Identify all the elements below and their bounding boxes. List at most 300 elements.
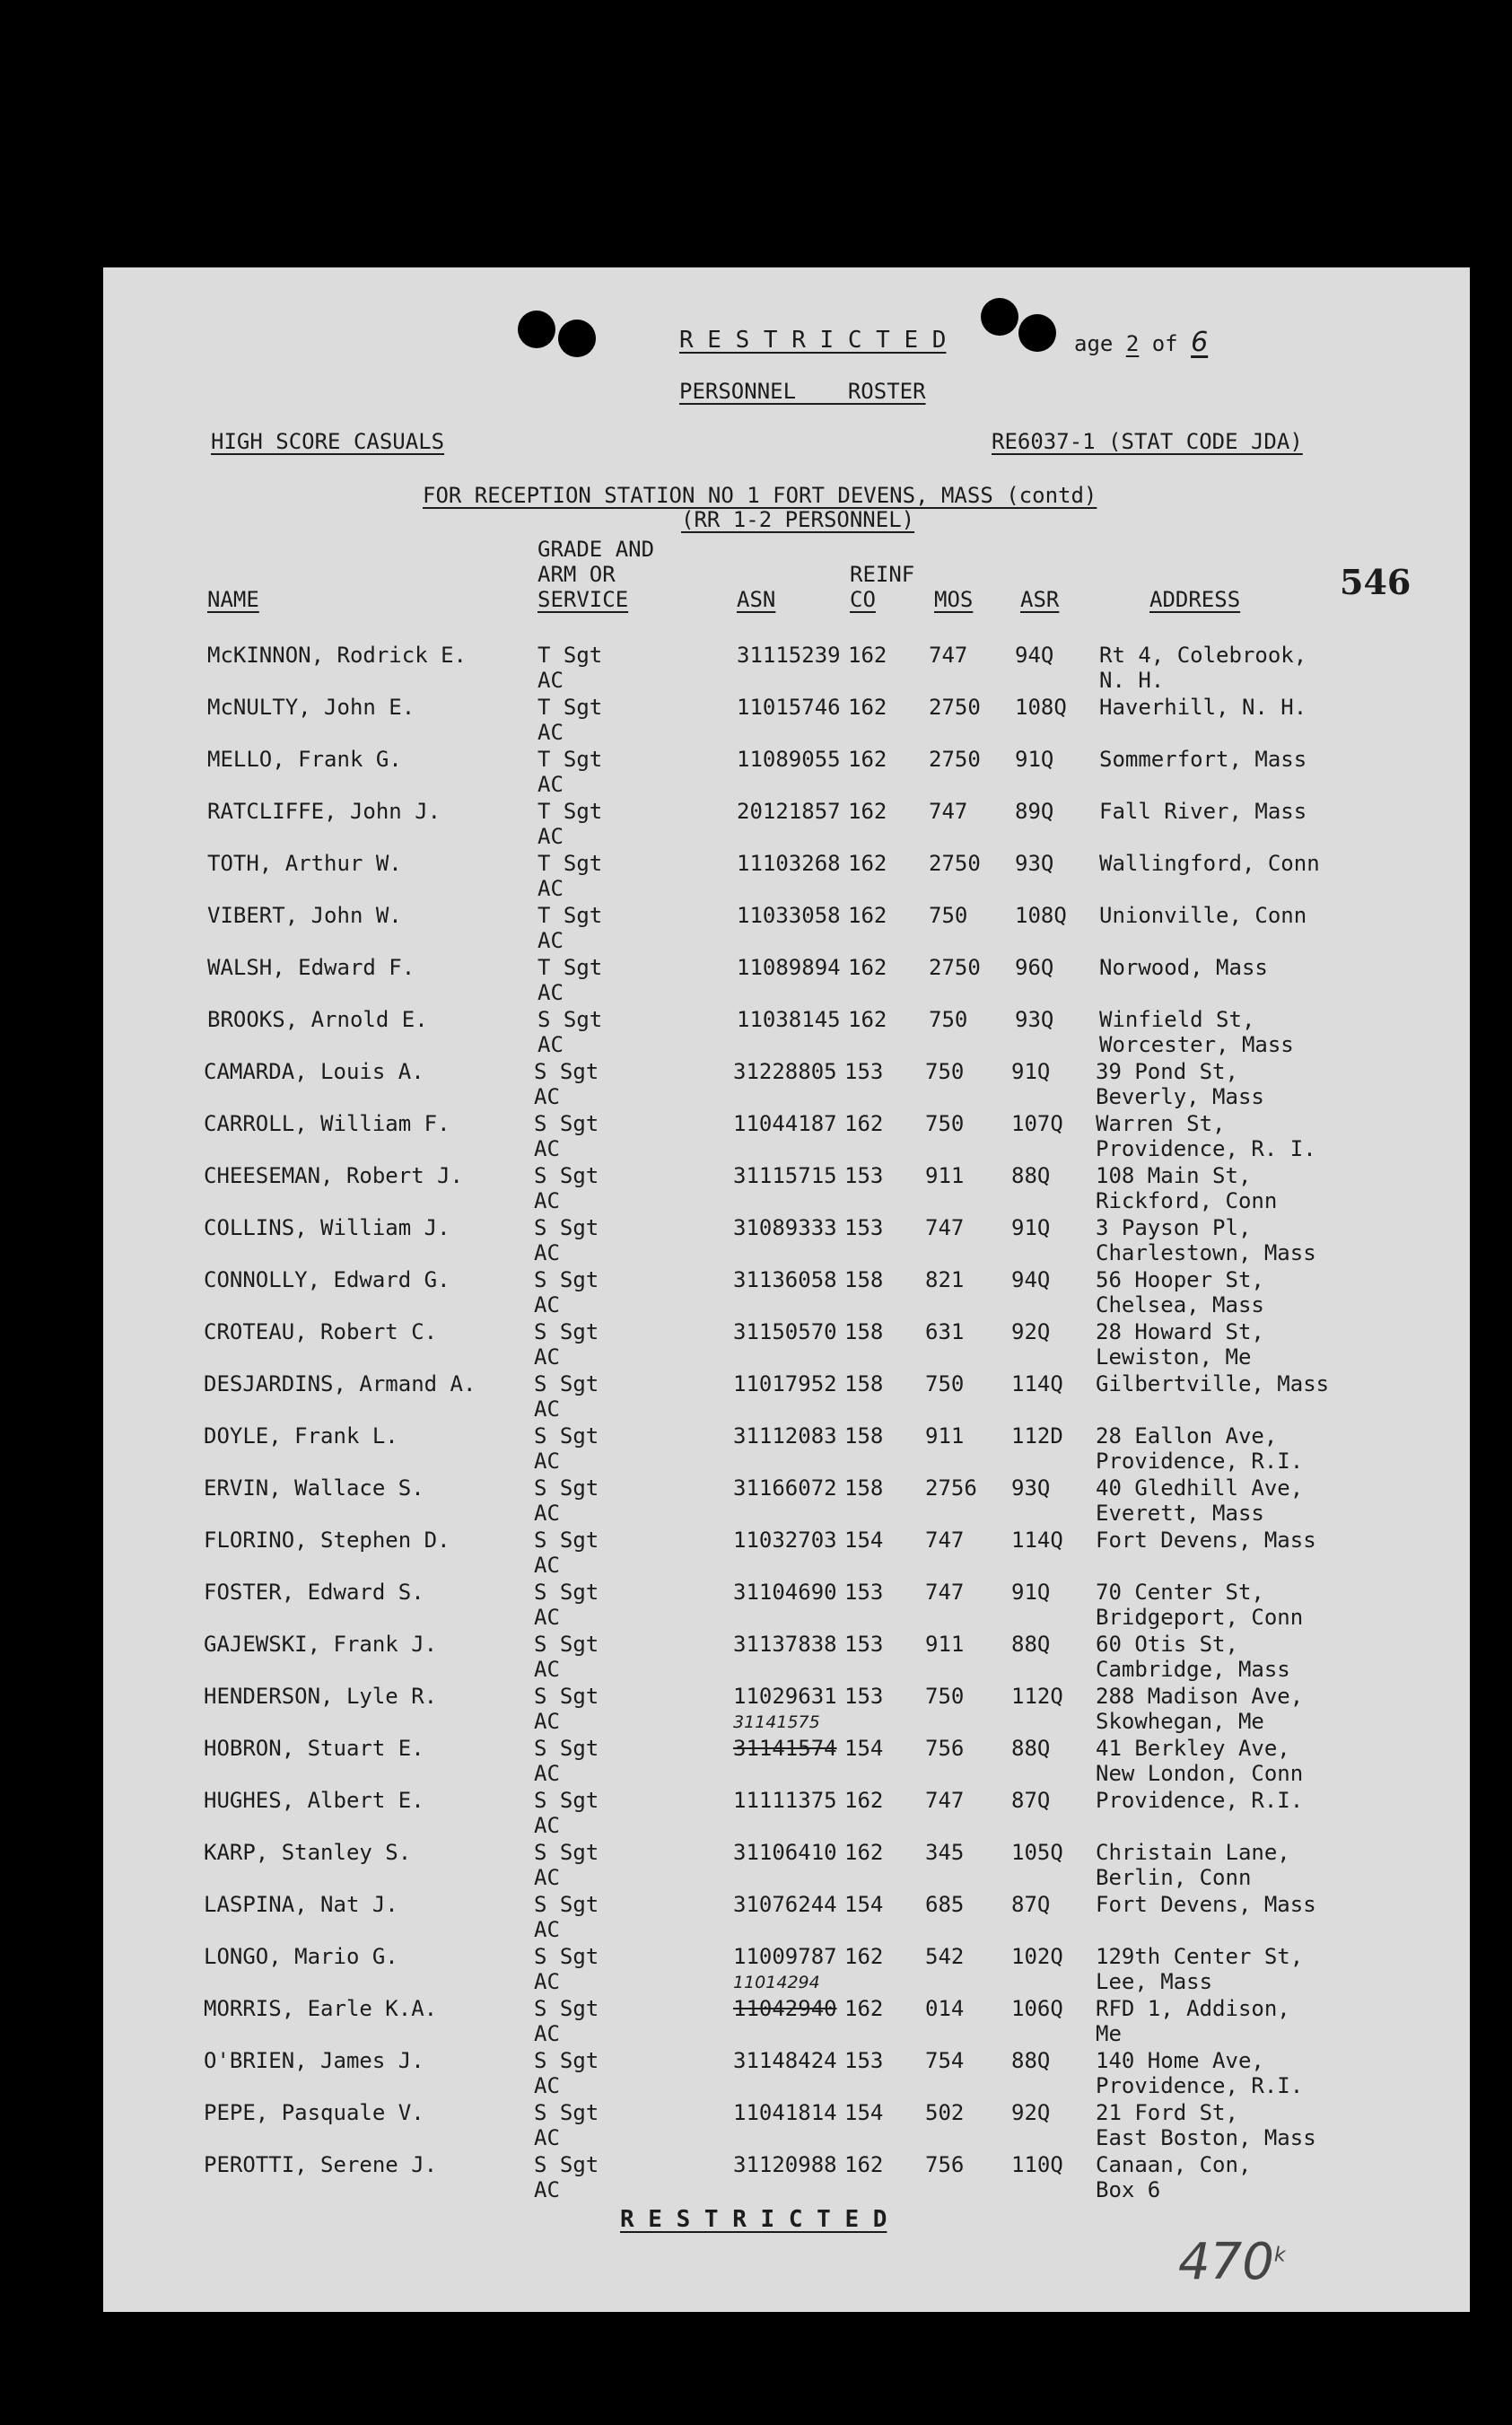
row-name: KARP, Stanley S. <box>204 1840 412 1865</box>
row-address-line1: 3 Payson Pl, <box>1096 1215 1252 1240</box>
row-asn: 31150570 <box>733 1319 837 1344</box>
row-arm: AC <box>534 1553 560 1578</box>
row-arm: AC <box>534 1813 560 1838</box>
row-arm: AC <box>538 824 564 849</box>
row-asn: 31148424 <box>733 2048 837 2073</box>
row-mos: 747 <box>925 1528 965 1553</box>
row-address-line1: Gilbertville, Mass <box>1096 1371 1330 1396</box>
row-mos: 756 <box>925 1736 965 1761</box>
punch-hole-left-1 <box>518 311 555 348</box>
row-asr: 91Q <box>1011 1580 1051 1605</box>
row-grade: S Sgt <box>534 1684 599 1709</box>
row-name: CROTEAU, Robert C. <box>204 1319 438 1344</box>
row-address-line2: Providence, R. I. <box>1096 1136 1316 1161</box>
row-address-line1: Christain Lane, <box>1096 1840 1290 1865</box>
row-mos: 911 <box>925 1632 965 1657</box>
row-asn-correction: 11014294 <box>733 1973 820 1992</box>
row-address-line1: 288 Madison Ave, <box>1096 1684 1304 1709</box>
row-address-line1: 129th Center St, <box>1096 1944 1304 1969</box>
row-grade: S Sgt <box>534 1163 599 1188</box>
row-asr: 92Q <box>1011 1319 1051 1344</box>
row-address-line1: 39 Pond St, <box>1096 1059 1238 1084</box>
row-address-line1: 28 Howard St, <box>1096 1319 1264 1344</box>
row-grade: S Sgt <box>534 1111 599 1136</box>
row-mos: 747 <box>925 1788 965 1813</box>
table-row <box>103 1059 1470 1111</box>
row-mos: 750 <box>929 1007 968 1032</box>
row-address-line1: 60 Otis St, <box>1096 1632 1238 1657</box>
row-reinf-co: 162 <box>844 1111 884 1136</box>
col-reinf-1: REINF <box>850 562 915 587</box>
row-asr: 93Q <box>1015 851 1054 876</box>
personnel-subtitle: (RR 1-2 PERSONNEL) <box>681 507 915 532</box>
row-asn: 11017952 <box>733 1371 837 1396</box>
row-address-line2: Chelsea, Mass <box>1096 1292 1264 1318</box>
row-asn: 31228805 <box>733 1059 837 1084</box>
page-label: age <box>1074 331 1114 356</box>
row-reinf-co: 162 <box>848 851 887 876</box>
row-reinf-co: 153 <box>844 1580 884 1605</box>
row-address-line2: Bridgeport, Conn <box>1096 1605 1304 1630</box>
row-grade: S Sgt <box>534 1736 599 1761</box>
row-arm: AC <box>538 928 564 953</box>
row-arm: AC <box>534 2177 560 2202</box>
row-asn: 31104690 <box>733 1580 837 1605</box>
row-asr: 108Q <box>1015 903 1067 928</box>
row-asn: 31141574 <box>733 1736 837 1761</box>
row-arm: AC <box>534 1605 560 1630</box>
table-row <box>103 903 1470 955</box>
row-grade: S Sgt <box>534 2152 599 2177</box>
row-asn: 31089333 <box>733 1215 837 1240</box>
row-asn: 11009787 <box>733 1944 837 1969</box>
col-asr: ASR <box>1020 587 1060 612</box>
group-title: HIGH SCORE CASUALS <box>211 429 445 454</box>
row-asn: 11111375 <box>733 1788 837 1813</box>
row-address-line2: Skowhegan, Me <box>1096 1709 1264 1734</box>
row-asn: 11033058 <box>737 903 841 928</box>
row-asn: 11041814 <box>733 2100 837 2125</box>
table-row <box>103 1215 1470 1267</box>
table-row <box>103 955 1470 1007</box>
col-reinf-2: CO <box>850 587 876 612</box>
row-asn: 31136058 <box>733 1267 837 1292</box>
row-grade: S Sgt <box>534 1423 599 1449</box>
row-name: FLORINO, Stephen D. <box>204 1528 450 1553</box>
row-reinf-co: 162 <box>848 955 887 980</box>
row-grade: S Sgt <box>534 1059 599 1084</box>
row-asn: 31137838 <box>733 1632 837 1657</box>
row-reinf-co: 162 <box>848 643 887 668</box>
row-address-line2: Lewiston, Me <box>1096 1344 1252 1370</box>
row-arm: AC <box>534 1188 560 1213</box>
row-reinf-co: 162 <box>848 695 887 720</box>
row-reinf-co: 153 <box>844 1215 884 1240</box>
row-name: MELLO, Frank G. <box>207 747 402 772</box>
row-grade: S Sgt <box>534 1580 599 1605</box>
row-reinf-co: 162 <box>844 1944 884 1969</box>
row-arm: AC <box>534 2021 560 2046</box>
col-asn: ASN <box>737 587 776 612</box>
row-asr: 108Q <box>1015 695 1067 720</box>
table-row <box>103 1528 1470 1580</box>
row-address-line1: Canaan, Con, <box>1096 2152 1252 2177</box>
station-title: FOR RECEPTION STATION NO 1 FORT DEVENS, MASS (contd) <box>423 483 1097 508</box>
col-grade-3: SERVICE <box>538 587 629 612</box>
handwritten-value: 470 <box>1178 2233 1274 2291</box>
row-arm: AC <box>534 1917 560 1942</box>
punch-hole-right-2 <box>1018 314 1056 352</box>
row-mos: 345 <box>925 1840 965 1865</box>
row-reinf-co: 158 <box>844 1423 884 1449</box>
row-reinf-co: 162 <box>848 903 887 928</box>
row-asn: 31166072 <box>733 1475 837 1501</box>
row-name: LASPINA, Nat J. <box>204 1892 398 1917</box>
row-asr: 110Q <box>1011 2152 1063 2177</box>
row-asn: 31120988 <box>733 2152 837 2177</box>
row-grade: S Sgt <box>534 1267 599 1292</box>
row-mos: 2750 <box>929 851 981 876</box>
row-reinf-co: 158 <box>844 1267 884 1292</box>
row-name: ERVIN, Wallace S. <box>204 1475 424 1501</box>
row-address-line1: Unionville, Conn <box>1099 903 1307 928</box>
row-asn: 31112083 <box>733 1423 837 1449</box>
row-mos: 747 <box>929 643 968 668</box>
roster-page <box>103 267 1470 2312</box>
row-asr: 89Q <box>1015 799 1054 824</box>
row-name: VIBERT, John W. <box>207 903 402 928</box>
row-address-line1: 70 Center St, <box>1096 1580 1264 1605</box>
row-name: PEPE, Pasquale V. <box>204 2100 424 2125</box>
row-name: McKINNON, Rodrick E. <box>207 643 467 668</box>
handwritten-number <box>1178 2233 1286 2291</box>
row-grade: S Sgt <box>534 1215 599 1240</box>
row-grade: S Sgt <box>534 1892 599 1917</box>
row-asn-correction: 31141575 <box>733 1712 820 1732</box>
table-row <box>103 1892 1470 1944</box>
row-asr: 88Q <box>1011 2048 1051 2073</box>
row-grade: T Sgt <box>538 799 603 824</box>
row-address-line2: New London, Conn <box>1096 1761 1304 1786</box>
row-mos: 2756 <box>925 1475 977 1501</box>
page-total: 6 <box>1191 327 1209 358</box>
row-name: McNULTY, John E. <box>207 695 415 720</box>
table-row <box>103 2100 1470 2152</box>
row-name: PEROTTI, Serene J. <box>204 2152 438 2177</box>
row-name: RATCLIFFE, John J. <box>207 799 441 824</box>
row-asn: 11029631 <box>733 1684 837 1709</box>
table-row <box>103 1632 1470 1684</box>
row-arm: AC <box>538 668 564 693</box>
row-name: CAMARDA, Louis A. <box>204 1059 424 1084</box>
row-mos: 2750 <box>929 747 981 772</box>
row-asn: 11032703 <box>733 1528 837 1553</box>
row-asr: 106Q <box>1011 1996 1063 2021</box>
table-row <box>103 747 1470 799</box>
row-address-line1: Warren St, <box>1096 1111 1226 1136</box>
row-mos: 911 <box>925 1423 965 1449</box>
row-asr: 112Q <box>1011 1684 1063 1709</box>
row-name: DESJARDINS, Armand A. <box>204 1371 476 1396</box>
row-mos: 747 <box>929 799 968 824</box>
row-grade: S Sgt <box>534 1632 599 1657</box>
row-mos: 750 <box>925 1684 965 1709</box>
row-asr: 87Q <box>1011 1892 1051 1917</box>
row-asr: 112D <box>1011 1423 1063 1449</box>
row-asn: 11044187 <box>733 1111 837 1136</box>
row-arm: AC <box>534 1449 560 1474</box>
table-row <box>103 1111 1470 1163</box>
row-asn: 11103268 <box>737 851 841 876</box>
col-address: ADDRESS <box>1149 587 1241 612</box>
row-address-line1: 28 Eallon Ave, <box>1096 1423 1278 1449</box>
row-reinf-co: 153 <box>844 1632 884 1657</box>
row-mos: 750 <box>925 1111 965 1136</box>
row-asr: 93Q <box>1015 1007 1054 1032</box>
row-asr: 88Q <box>1011 1163 1051 1188</box>
roster-title: PERSONNEL ROSTER <box>679 379 926 404</box>
row-arm: AC <box>534 1136 560 1161</box>
row-grade: S Sgt <box>534 1996 599 2021</box>
row-asr: 107Q <box>1011 1111 1063 1136</box>
row-arm: AC <box>534 1396 560 1422</box>
row-arm: AC <box>534 1344 560 1370</box>
table-row <box>103 643 1470 695</box>
table-row <box>103 1475 1470 1528</box>
row-grade: S Sgt <box>534 1371 599 1396</box>
row-arm: AC <box>534 2073 560 2098</box>
row-address-line2: Cambridge, Mass <box>1096 1657 1290 1682</box>
table-row <box>103 1840 1470 1892</box>
table-row <box>103 1788 1470 1840</box>
row-reinf-co: 158 <box>844 1475 884 1501</box>
row-address-line1: 108 Main St, <box>1096 1163 1252 1188</box>
row-mos: 750 <box>929 903 968 928</box>
row-reinf-co: 153 <box>844 1059 884 1084</box>
row-address-line1: Haverhill, N. H. <box>1099 695 1307 720</box>
row-address-line2: Worcester, Mass <box>1099 1032 1294 1057</box>
table-row <box>103 1371 1470 1423</box>
row-address-line2: Providence, R.I. <box>1096 2073 1304 2098</box>
stat-code: RE6037-1 (STAT CODE JDA) <box>992 429 1303 454</box>
row-address-line1: 40 Gledhill Ave, <box>1096 1475 1304 1501</box>
row-name: COLLINS, William J. <box>204 1215 450 1240</box>
row-grade: T Sgt <box>538 955 603 980</box>
table-row <box>103 1423 1470 1475</box>
row-name: GAJEWSKI, Frank J. <box>204 1632 438 1657</box>
row-grade: S Sgt <box>534 1788 599 1813</box>
row-address-line2: Charlestown, Mass <box>1096 1240 1316 1265</box>
row-address-line2: Box 6 <box>1096 2177 1161 2202</box>
row-mos: 756 <box>925 2152 965 2177</box>
row-name: CONNOLLY, Edward G. <box>204 1267 450 1292</box>
row-grade: T Sgt <box>538 851 603 876</box>
row-name: HENDERSON, Lyle R. <box>204 1684 438 1709</box>
row-asr: 91Q <box>1011 1059 1051 1084</box>
page-number <box>1074 327 1208 358</box>
row-arm: AC <box>534 1240 560 1265</box>
table-row <box>103 2152 1470 2204</box>
row-address-line2: Providence, R.I. <box>1096 1449 1304 1474</box>
row-address-line2: Berlin, Conn <box>1096 1865 1252 1890</box>
row-address-line1: 140 Home Ave, <box>1096 2048 1264 2073</box>
row-asr: 88Q <box>1011 1736 1051 1761</box>
row-reinf-co: 162 <box>844 1840 884 1865</box>
row-mos: 502 <box>925 2100 965 2125</box>
row-asr: 92Q <box>1011 2100 1051 2125</box>
table-row <box>103 851 1470 903</box>
row-name: WALSH, Edward F. <box>207 955 415 980</box>
row-address-line2: Lee, Mass <box>1096 1969 1213 1994</box>
row-arm: AC <box>534 1709 560 1734</box>
row-arm: AC <box>534 1865 560 1890</box>
row-mos: 631 <box>925 1319 965 1344</box>
table-row <box>103 2048 1470 2100</box>
row-address-line2: Everett, Mass <box>1096 1501 1264 1526</box>
row-mos: 2750 <box>929 695 981 720</box>
row-name: CARROLL, William F. <box>204 1111 450 1136</box>
row-asn: 11038145 <box>737 1007 841 1032</box>
row-reinf-co: 153 <box>844 2048 884 2073</box>
row-reinf-co: 162 <box>844 2152 884 2177</box>
row-mos: 747 <box>925 1580 965 1605</box>
col-grade-1: GRADE AND <box>538 537 655 562</box>
row-name: CHEESEMAN, Robert J. <box>204 1163 463 1188</box>
row-reinf-co: 154 <box>844 1736 884 1761</box>
stamp-number: 546 <box>1340 562 1411 602</box>
row-name: TOTH, Arthur W. <box>207 851 402 876</box>
row-name: O'BRIEN, James J. <box>204 2048 424 2073</box>
row-address-line1: Wallingford, Conn <box>1099 851 1320 876</box>
row-name: LONGO, Mario G. <box>204 1944 398 1969</box>
row-address-line1: Winfield St, <box>1099 1007 1255 1032</box>
row-address-line1: RFD 1, Addison, <box>1096 1996 1290 2021</box>
row-asr: 114Q <box>1011 1528 1063 1553</box>
row-grade: S Sgt <box>534 1319 599 1344</box>
row-reinf-co: 153 <box>844 1163 884 1188</box>
row-address-line2: Beverly, Mass <box>1096 1084 1264 1109</box>
row-name: FOSTER, Edward S. <box>204 1580 424 1605</box>
row-mos: 685 <box>925 1892 965 1917</box>
row-address-line1: Fort Devens, Mass <box>1096 1892 1316 1917</box>
restricted-header: R E S T R I C T E D <box>679 327 947 354</box>
row-arm: AC <box>538 1032 564 1057</box>
row-asr: 93Q <box>1011 1475 1051 1501</box>
row-asn: 11042940 <box>733 1996 837 2021</box>
table-row <box>103 695 1470 747</box>
row-mos: 911 <box>925 1163 965 1188</box>
row-arm: AC <box>538 772 564 797</box>
row-reinf-co: 154 <box>844 1892 884 1917</box>
table-row <box>103 1163 1470 1215</box>
row-reinf-co: 162 <box>844 1996 884 2021</box>
row-asr: 94Q <box>1015 643 1054 668</box>
row-address-line2: East Boston, Mass <box>1096 2125 1316 2150</box>
row-address-line1: Norwood, Mass <box>1099 955 1268 980</box>
row-asn: 31115715 <box>733 1163 837 1188</box>
table-row <box>103 799 1470 851</box>
col-mos: MOS <box>934 587 974 612</box>
row-name: MORRIS, Earle K.A. <box>204 1996 438 2021</box>
row-address-line1: 56 Hooper St, <box>1096 1267 1264 1292</box>
row-arm: AC <box>534 1501 560 1526</box>
row-grade: T Sgt <box>538 903 603 928</box>
row-grade: S Sgt <box>534 2048 599 2073</box>
row-address-line1: Fort Devens, Mass <box>1096 1528 1316 1553</box>
table-row <box>103 1580 1470 1632</box>
row-arm: AC <box>538 720 564 745</box>
row-mos: 542 <box>925 1944 965 1969</box>
col-name: NAME <box>207 587 259 612</box>
row-name: BROOKS, Arnold E. <box>207 1007 428 1032</box>
row-grade: T Sgt <box>538 695 603 720</box>
col-grade-2: ARM OR <box>538 562 616 587</box>
row-address-line1: Providence, R.I. <box>1096 1788 1304 1813</box>
row-grade: S Sgt <box>534 1528 599 1553</box>
row-asr: 105Q <box>1011 1840 1063 1865</box>
table-row <box>103 1319 1470 1371</box>
row-asn: 11089894 <box>737 955 841 980</box>
row-arm: AC <box>534 1657 560 1682</box>
row-asn: 11089055 <box>737 747 841 772</box>
row-asr: 91Q <box>1015 747 1054 772</box>
row-grade: S Sgt <box>534 2100 599 2125</box>
row-asr: 114Q <box>1011 1371 1063 1396</box>
row-arm: AC <box>534 1084 560 1109</box>
row-address-line1: 21 Ford St, <box>1096 2100 1238 2125</box>
handwritten-sup: k <box>1273 2244 1286 2267</box>
row-asn: 31115239 <box>737 643 841 668</box>
row-address-line2: Me <box>1096 2021 1122 2046</box>
page-current: 2 <box>1125 331 1140 356</box>
row-mos: 747 <box>925 1215 965 1240</box>
row-reinf-co: 162 <box>848 799 887 824</box>
row-reinf-co: 162 <box>848 747 887 772</box>
row-reinf-co: 158 <box>844 1371 884 1396</box>
row-grade: S Sgt <box>534 1840 599 1865</box>
row-asr: 102Q <box>1011 1944 1063 1969</box>
row-asn: 31076244 <box>733 1892 837 1917</box>
row-reinf-co: 154 <box>844 1528 884 1553</box>
row-name: HOBRON, Stuart E. <box>204 1736 424 1761</box>
row-reinf-co: 154 <box>844 2100 884 2125</box>
row-mos: 014 <box>925 1996 965 2021</box>
row-mos: 750 <box>925 1371 965 1396</box>
row-name: DOYLE, Frank L. <box>204 1423 398 1449</box>
row-reinf-co: 158 <box>844 1319 884 1344</box>
row-arm: AC <box>534 1761 560 1786</box>
row-name: HUGHES, Albert E. <box>204 1788 424 1813</box>
punch-hole-left-2 <box>558 320 596 357</box>
row-arm: AC <box>538 980 564 1005</box>
row-arm: AC <box>534 1969 560 1994</box>
restricted-footer: R E S T R I C T E D <box>620 2206 887 2233</box>
row-asr: 96Q <box>1015 955 1054 980</box>
page-of: of <box>1151 331 1178 356</box>
row-asr: 91Q <box>1011 1215 1051 1240</box>
row-address-line1: Fall River, Mass <box>1099 799 1307 824</box>
row-arm: AC <box>534 1292 560 1318</box>
row-asn: 11015746 <box>737 695 841 720</box>
row-reinf-co: 162 <box>844 1788 884 1813</box>
row-address-line2: N. H. <box>1099 668 1165 693</box>
row-reinf-co: 153 <box>844 1684 884 1709</box>
row-mos: 821 <box>925 1267 965 1292</box>
row-asn: 20121857 <box>737 799 841 824</box>
row-address-line1: Rt 4, Colebrook, <box>1099 643 1307 668</box>
row-address-line1: 41 Berkley Ave, <box>1096 1736 1290 1761</box>
row-grade: T Sgt <box>538 747 603 772</box>
